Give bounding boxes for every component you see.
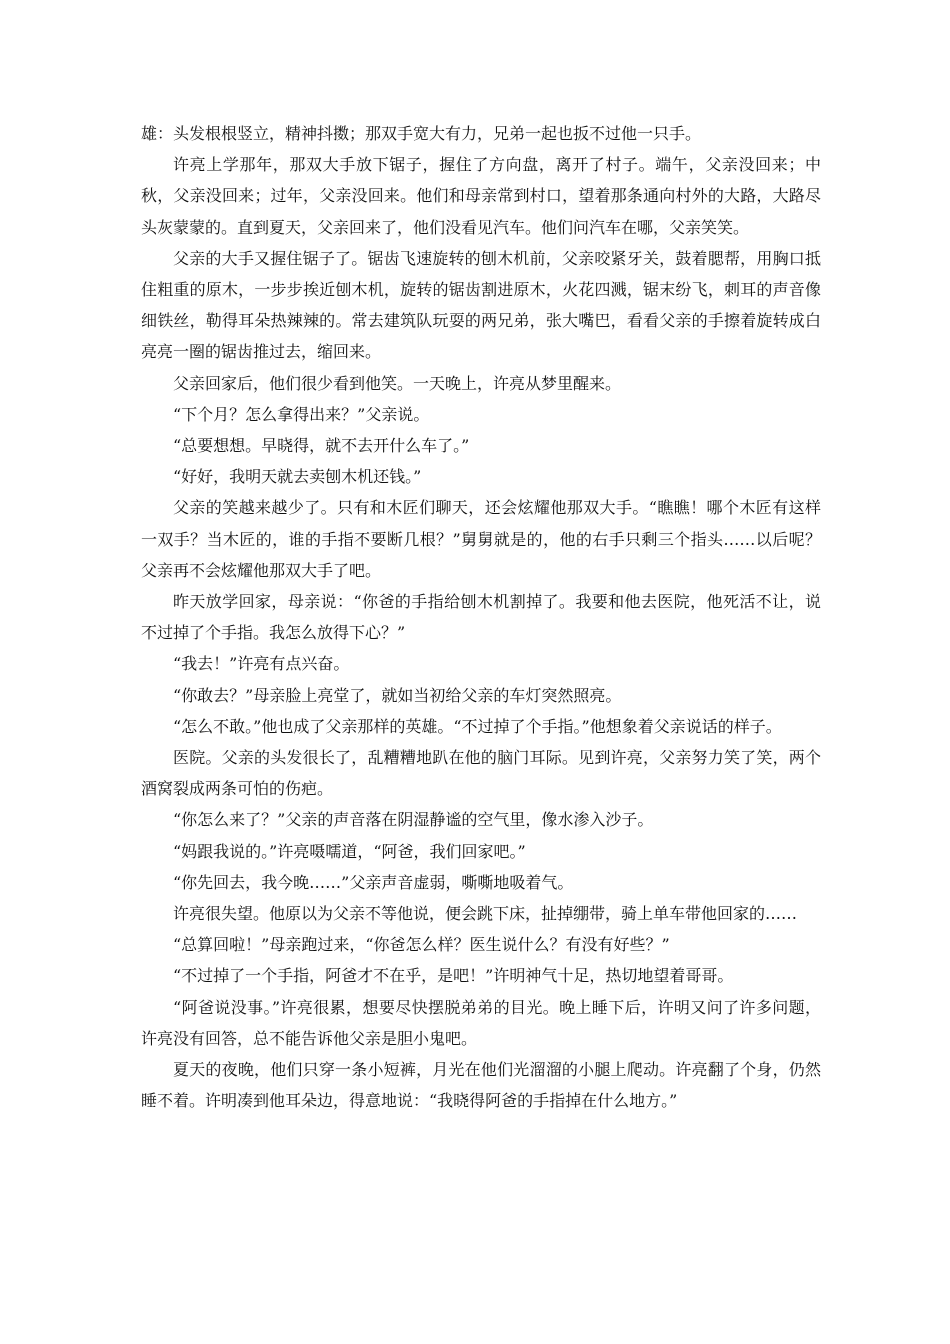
paragraph: 父亲回家后，他们很少看到他笑。一天晚上，许亮从梦里醒来。 [173, 373, 622, 393]
paragraph: “不过掉了一个手指，阿爸才不在乎，是吧！”许明神气十足，热切地望着哥哥。 [173, 966, 734, 986]
paragraph: “我去！”许亮有点兴奋。 [173, 654, 350, 674]
paragraph: 父亲的笑越来越少了。只有和木匠们聊天，还会炫耀他那双大手。“瞧瞧！哪个木匠有这样一双手？当木匠的，谁的手指不要断几根？”舅舅就是的，他的右手只剩三个指头……以后呢？父亲再不会炫耀他那双大手了吧。 [141, 498, 821, 580]
paragraph: “妈跟我说的。”许亮嗫嚅道，“阿爸，我们回家吧。” [173, 841, 526, 861]
paragraph: “总要想想。早晓得，就不去开什么车了。” [173, 436, 470, 456]
paragraph: 许亮上学那年，那双大手放下锯子，握住了方向盘，离开了村子。端午，父亲没回来；中秋，父亲没回来；过年，父亲没回来。他们和母亲常到村口，望着那条通向村外的大路，大路尽头灰蒙蒙的。直到夏天，父亲回来了，他们没看见汽车。他们问汽车在哪，父亲笑笑。 [141, 155, 821, 237]
paragraph: 夏天的夜晚，他们只穿一条小短裤，月光在他们光溜溜的小腿上爬动。许亮翻了个身，仍然睡不着。许明凑到他耳朵边，得意地说：“我晓得阿爸的手指掉在什么地方。” [141, 1060, 821, 1111]
paragraph: “下个月？怎么拿得出来？”父亲说。 [173, 404, 430, 424]
paragraph: “你怎么来了？”父亲的声音落在阴湿静谧的空气里，像水渗入沙子。 [173, 810, 654, 830]
document-page [141, 118, 821, 1117]
paragraph: “总算回啦！”母亲跑过来，“你爸怎么样？医生说什么？有没有好些？” [173, 935, 670, 955]
paragraph: “怎么不敢。”他也成了父亲那样的英雄。“不过掉了个手指。”他想象着父亲说话的样子。 [173, 716, 782, 736]
paragraph: “你敢去？”母亲脸上亮堂了，就如当初给父亲的车灯突然照亮。 [173, 685, 622, 705]
paragraph: 雄：头发根根竖立，精神抖擞；那双手宽大有力，兄弟一起也扳不过他一只手。 [141, 124, 702, 143]
paragraph: 昨天放学回家，母亲说：“你爸的手指给刨木机割掉了。我要和他去医院，他死活不让，说不过掉了个手指。我怎么放得下心？” [141, 592, 821, 643]
paragraph: 许亮很失望。他原以为父亲不等他说，便会跳下床，扯掉绷带，骑上单车带他回家的…… [173, 904, 798, 924]
paragraph: “好好，我明天就去卖刨木机还钱。” [173, 467, 422, 487]
paragraph: 医院。父亲的头发很长了，乱糟糟地趴在他的脑门耳际。见到许亮，父亲努力笑了笑，两个酒窝裂成两条可怕的伤疤。 [141, 748, 821, 799]
paragraph: “阿爸说没事。”许亮很累，想要尽快摆脱弟弟的目光。晚上睡下后，许明又问了许多问题，许亮没有回答，总不能告诉他父亲是胆小鬼吧。 [141, 997, 821, 1048]
paragraph: “你先回去，我今晚……”父亲声音虚弱，嘶嘶地吸着气。 [173, 872, 574, 892]
paragraph: 父亲的大手又握住锯子了。锯齿飞速旋转的刨木机前，父亲咬紧牙关，鼓着腮帮，用胸口抵住粗重的原木，一步步挨近刨木机，旋转的锯齿割进原木，火花四溅，锯末纷飞，刺耳的声音像细铁丝，勒得耳朵热辣辣的。常去建筑队玩耍的两兄弟，张大嘴巴，看看父亲的手擦着旋转成白亮亮一圈的锯齿推过去，缩回来。 [141, 248, 821, 362]
